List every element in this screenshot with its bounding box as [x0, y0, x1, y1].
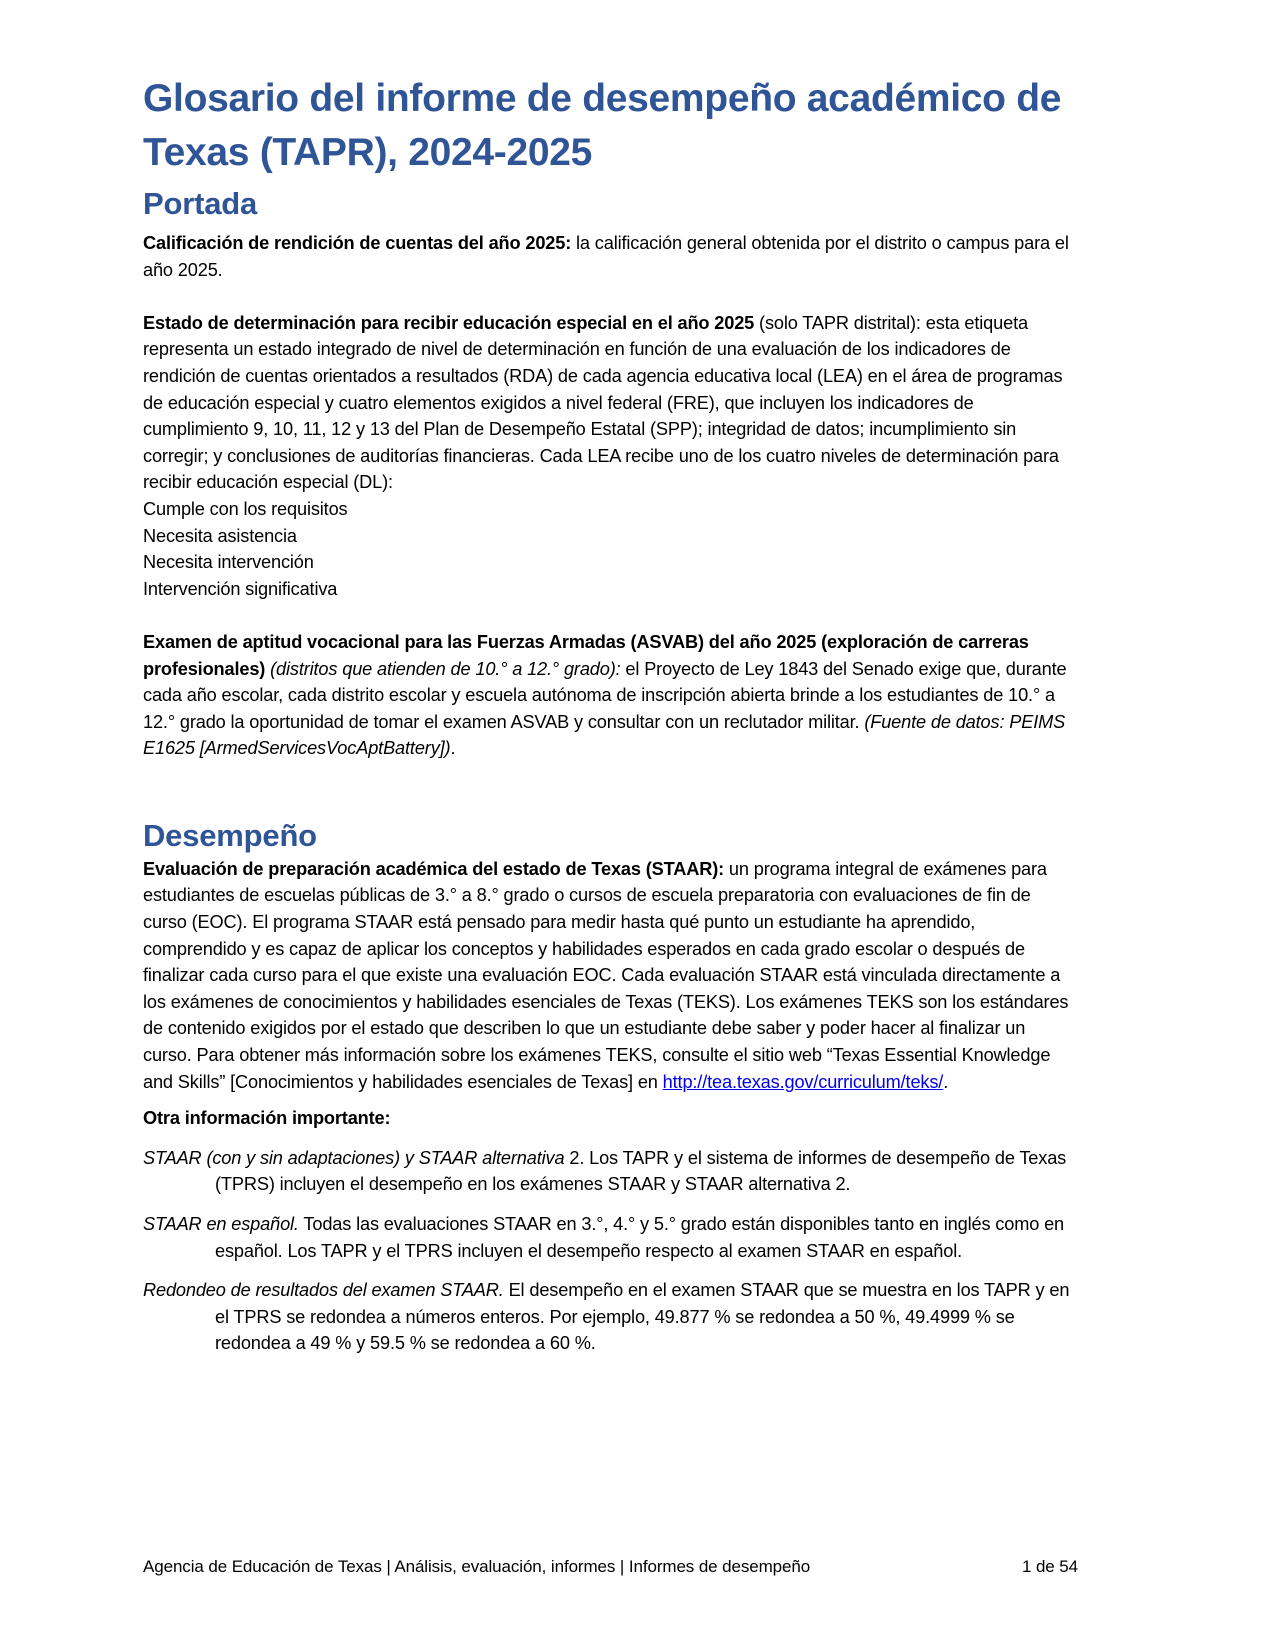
page-footer	[143, 1556, 1078, 1578]
term: Evaluación de preparación académica del estado de Texas (STAAR):	[143, 858, 725, 879]
list-item: Cumple con los requisitos	[143, 498, 348, 519]
footer-text: Agencia de Educación de Texas | Análisis, evaluación, informes | Informes de desempeño	[143, 1557, 811, 1576]
other-info-label: Otra información importante:	[143, 1108, 391, 1129]
note-lead: STAAR en español.	[143, 1214, 299, 1234]
punctuation: .	[450, 738, 456, 759]
definition: (solo TAPR distrital): esta etiqueta representa un estado integrado de nivel de determinación en función de una evaluación de los indicadores de rendición de cuentas orientados a resultados (RDA) de cada agencia educativa local (LEA) en el área de programas de educación especial y cuatro elementos exigidos a nivel federal (FRE), que incluyen los indicadores de cumplimiento 9, 10, 11, 12 y 13 del Plan de Desempeño Estatal (SPP); integridad de datos; incumplimiento sin corregir; y conclusiones de auditorías financieras. Cada LEA recibe uno de los cuatro niveles de determinación para recibir educación especial (DL):	[143, 312, 1063, 493]
definition: el Proyecto de Ley 1843 del Senado exige que, durante cada año escolar, cada distrito escolar y escuela autónoma de inscripción abierta brinde a los estudiantes de 10.° a 12.° grado la oportunidad de tomar el examen ASVAB y consultar con un reclutador militar.	[143, 658, 1067, 732]
note-text: Todas las evaluaciones STAAR en 3.°, 4.° y 5.° grado están disponibles tanto en inglés como en español. Los TAPR y el TPRS incluyen el desempeño respecto al examen STAAR en español.	[215, 1214, 1065, 1261]
data-source: (Fuente de datos: PEIMS E1625 [ArmedServicesVocAptBattery])	[143, 711, 1066, 759]
teks-link[interactable]: http://tea.texas.gov/curriculum/teks/	[662, 1071, 944, 1092]
note-staar-spanish	[143, 1211, 1078, 1264]
term: Examen de aptitud vocacional para las Fuerzas Armadas (ASVAB) del año 2025 (exploración de carreras profesionales)	[143, 631, 1029, 679]
punctuation: .	[943, 1071, 949, 1092]
section-heading-portada: Portada	[143, 186, 258, 221]
note-text: El desempeño en el examen STAAR que se muestra en los TAPR y en el TPRS se redondea a números enteros. Por ejemplo, 49.877 % se redondea a 50 %, 49.4999 % se redondea a 49 % y 59.5 % se redondea a 60 %.	[215, 1280, 1070, 1354]
entry-staar	[143, 856, 1078, 1095]
note-lead: STAAR (con y sin adaptaciones) y STAAR alternativa	[143, 1147, 565, 1168]
note-text: . Los TAPR y el sistema de informes de desempeño de Texas (TPRS) incluyen el desempeño en los exámenes STAAR y STAAR alternativa 2.	[215, 1147, 1067, 1195]
note-staar-rounding	[143, 1277, 1078, 1357]
list-item: Necesita asistencia	[143, 525, 297, 546]
page-number: 1 de 54	[1021, 1557, 1078, 1576]
determination-levels-list	[143, 496, 1078, 602]
note-lead: Redondeo de resultados del examen STAAR.	[143, 1280, 504, 1301]
document-title: Glosario del informe de desempeño académico de Texas (TAPR), 2024-2025	[143, 77, 1062, 174]
document-page	[143, 72, 1078, 1370]
qualifier: (distritos que atienden de 10.° a 12.° grado):	[265, 658, 621, 679]
note-staar-accommodations	[143, 1145, 1078, 1198]
term: Calificación de rendición de cuentas del año 2025:	[143, 233, 572, 253]
list-item: Necesita intervención	[143, 552, 314, 573]
definition: la calificación general obtenida por el distrito o campus para el año 2025.	[143, 233, 1069, 280]
section-heading-desempeno: Desempeño	[143, 817, 317, 853]
entry-special-education-determination	[143, 310, 1078, 496]
entry-asvab	[143, 629, 1078, 762]
list-item: Intervención significativa	[143, 578, 338, 599]
definition: un programa integral de exámenes para estudiantes de escuelas públicas de 3.° a 8.° grado o cursos de escuela preparatoria con evaluaciones de fin de curso (EOC). El programa STAAR está pensado para medir hasta qué punto un estudiante ha aprendido, comprendido y es capaz de aplicar los conceptos y habilidades esperados en cada grado escolar o después de finalizar cada curso para el que existe una evaluación EOC. Cada evaluación STAAR está vinculada directamente a los exámenes de conocimientos y habilidades esenciales de Texas (TEKS). Los exámenes TEKS son los estándares de contenido exigidos por el estado que describen lo que un estudiante debe saber y poder hacer al finalizar un curso. Para obtener más información sobre los exámenes TEKS, consulte el sitio web “Texas Essential Knowledge and Skills” [Conocimientos y habilidades esenciales de Texas] en	[143, 858, 1069, 1092]
note-lead-plain: 2	[564, 1147, 580, 1168]
entry-accountability-rating	[143, 230, 1078, 283]
term: Estado de determinación para recibir educación especial en el año 2025	[143, 312, 755, 333]
